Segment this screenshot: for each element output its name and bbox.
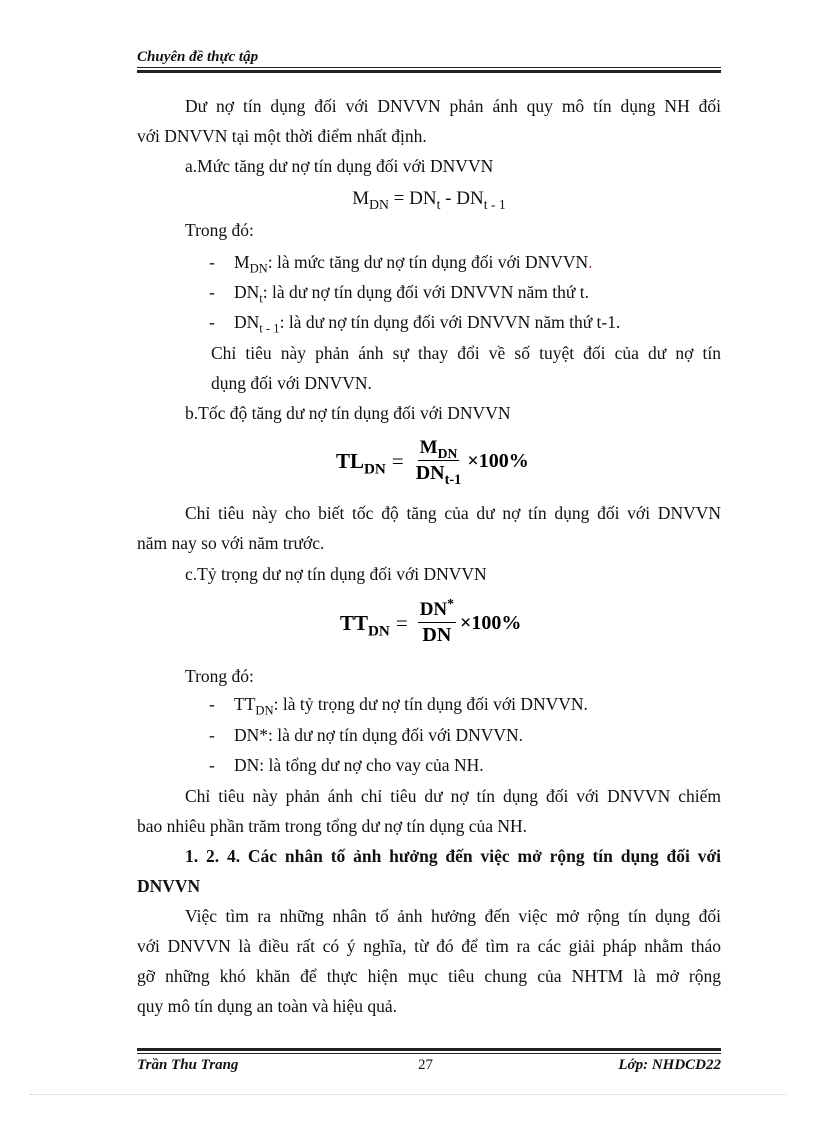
paragraph-1-line-1: Dư nợ tín dụng đối với DNVVN phản ánh quy mô tín dụng NH đối <box>185 96 721 116</box>
bullet-item-dn: DN: là tổng dư nợ cho vay của NH. <box>234 755 484 775</box>
bullet-item-ttdn: $TT_{DN}$: là tỷ trọng dư nợ tín dụng đối với DNVVN. <box>234 694 588 718</box>
header-rule-thin <box>137 67 721 68</box>
bullet-item-mdn: $M_{DN}$: là mức tăng dư nợ tín dụng đối với DNVVN. <box>234 252 593 276</box>
bullet-dash: - <box>209 725 215 745</box>
section-a-note-line-2: dụng đối với DNVVN. <box>211 373 372 393</box>
formula-mdn: $M_{DN} = DN_t - DN_{t - 1}$ <box>352 188 506 212</box>
footer-page-number: 27 <box>418 1057 433 1073</box>
section-124-para-line-3: gỡ những khó khăn để thực hiện mục tiêu chung của NHTM là mở rộng <box>137 966 721 986</box>
section-b-heading: b.Tốc độ tăng dư nợ tín dụng đối với DNVVN <box>185 403 511 423</box>
section-b-note-line-2: năm nay so với năm trước. <box>137 533 325 553</box>
paragraph-1-line-2: với DNVVN tại một thời điểm nhất định. <box>137 126 427 146</box>
bullet-dash: - <box>209 312 215 332</box>
section-a-trong-do: Trong đó: <box>185 220 254 240</box>
header-rule-thick <box>137 70 721 73</box>
bullet-item-dnt-1: $DN_{t - 1}$: là dư nợ tín dụng đối với DNVVN năm thứ t-1. <box>234 312 621 336</box>
bullet-item-dn-star: DN*: là dư nợ tín dụng đối với DNVVN. <box>234 725 524 745</box>
bullet-dash: - <box>209 252 215 272</box>
section-124-para-line-1: Việc tìm ra những nhân tố ảnh hưởng đến việc mở rộng tín dụng đối <box>185 906 721 926</box>
bullet-item-dnt: $DN_t$: là dư nợ tín dụng đối với DNVVN năm thứ t. <box>234 282 589 306</box>
page-bottom-dotted-line <box>30 1094 786 1095</box>
bullet-dash: - <box>209 282 215 302</box>
footer-class: Lớp: NHDCD22 <box>618 1057 721 1073</box>
bullet-dash: - <box>209 755 215 775</box>
section-c-trong-do: Trong đó: <box>185 666 254 686</box>
section-c-note-line-1: Chỉ tiêu này phản ánh chỉ tiêu dư nợ tín dụng đối với DNVVN chiếm <box>185 786 721 806</box>
footer-rule-thin <box>137 1053 721 1054</box>
formula-ttdn: $TT_{DN}$ = $\frac{DN^*}{DN}$ ×100% <box>340 596 522 646</box>
section-124-para-line-2: với DNVVN là điều rất có ý nghĩa, từ đó để tìm ra các giải pháp nhằm tháo <box>137 936 721 956</box>
bullet-dash: - <box>209 694 215 714</box>
formula-tldn: $TL_{DN}$ = $\frac{M_{DN}}{DN_{t-1}}$ ×100% <box>336 437 529 489</box>
section-124-heading-line-1: 1. 2. 4. Các nhân tố ảnh hưởng đến việc mở rộng tín dụng đối với <box>185 846 721 866</box>
section-124-heading-line-2: DNVVN <box>137 876 201 896</box>
footer-author: Trần Thu Trang <box>137 1057 239 1073</box>
section-c-heading: c.Tỷ trọng dư nợ tín dụng đối với DNVVN <box>185 564 487 584</box>
section-a-heading: a.Mức tăng dư nợ tín dụng đối với DNVVN <box>185 156 494 176</box>
footer-rule-thick <box>137 1048 721 1051</box>
section-c-note-line-2: bao nhiêu phần trăm trong tổng dư nợ tín dụng của NH. <box>137 816 528 836</box>
section-a-note-line-1: Chỉ tiêu này phản ánh sự thay đổi về số tuyệt đối của dư nợ tín <box>211 343 721 363</box>
section-b-note-line-1: Chỉ tiêu này cho biết tốc độ tăng của dư nợ tín dụng đối với DNVVN <box>185 503 721 523</box>
page-header-title: Chuyên đề thực tập <box>137 49 259 65</box>
section-124-para-line-4: quy mô tín dụng an toàn và hiệu quả. <box>137 996 398 1016</box>
